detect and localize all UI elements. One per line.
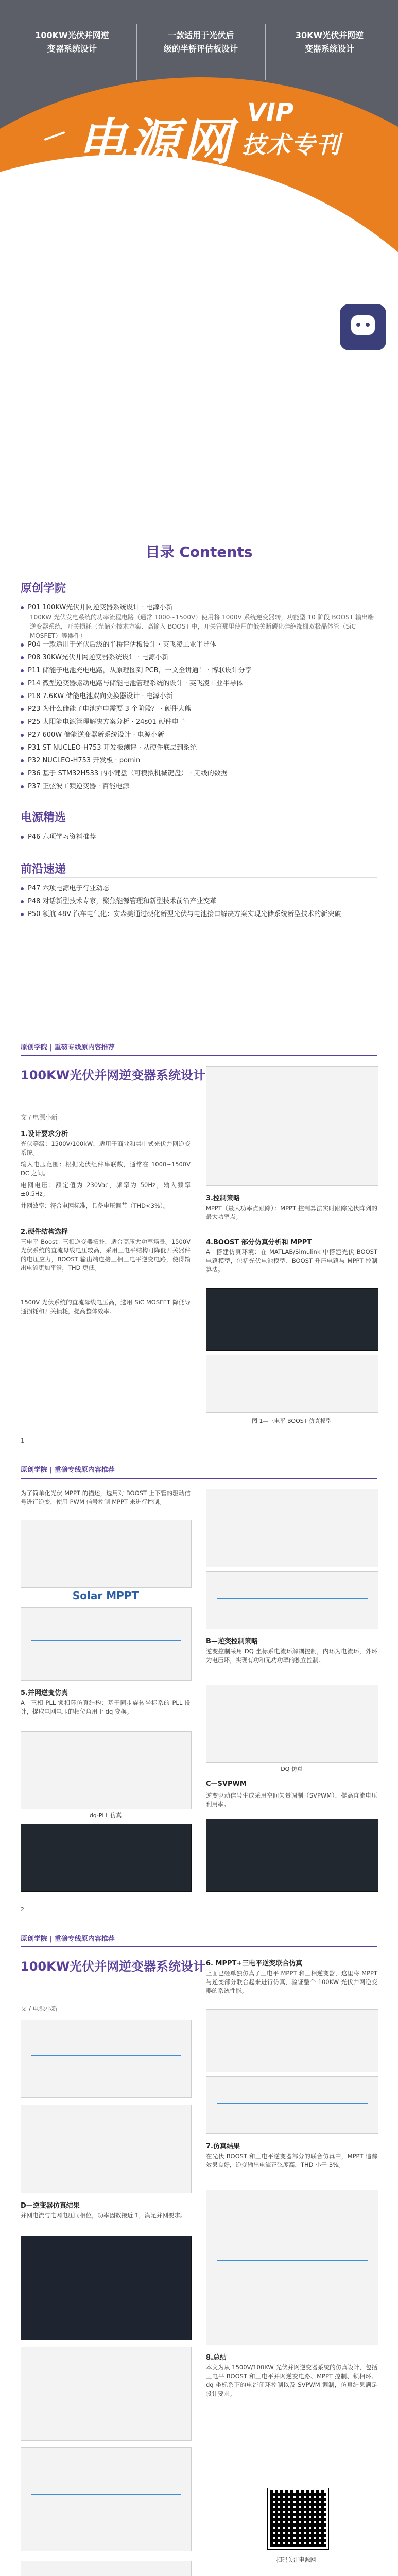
toc-item[interactable] xyxy=(21,730,377,740)
bullet-icon xyxy=(21,785,24,788)
pll-diagram xyxy=(21,1731,192,1809)
toc-item[interactable] xyxy=(21,666,377,675)
toc-item[interactable] xyxy=(21,832,377,842)
circuit-diagram xyxy=(206,1066,378,1186)
toc-item[interactable] xyxy=(21,909,377,919)
toc-item-text: P36 基于 STM32H533 的小键盘（可模拟机械键盘） · 无线的数据 xyxy=(28,770,228,777)
figure-caption: DQ 仿真 xyxy=(281,1766,303,1772)
cover-topic-3: 30KW光伏并网逆 变器系统设计 xyxy=(295,30,364,54)
bullet-icon xyxy=(21,913,24,916)
toc-item-text: P46 六项学习资料推荐 xyxy=(28,833,96,841)
robot-eye-right xyxy=(366,323,370,327)
heading: 1.设计要求分析 xyxy=(21,1130,68,1138)
cover-tagline: 新能源与光储充技术 xyxy=(178,335,307,350)
heading: 4.BOOST 部分仿真分析和 MPPT xyxy=(206,1239,312,1246)
bullet-icon xyxy=(21,695,24,698)
toc-item[interactable] xyxy=(21,603,377,640)
toc-item-text: P32 NUCLEO-H753 开发板 · pomin xyxy=(28,757,141,765)
cover-topic-2: 一款适用于光伏后 级的半桥评估板设计 xyxy=(163,30,238,54)
heading: B—逆变控制策略 xyxy=(206,1638,258,1646)
article1b-header xyxy=(0,1458,398,1481)
heading: 2.硬件结构选择 xyxy=(21,1228,68,1236)
contents-section-2-title: 电源精选 xyxy=(21,811,66,824)
toc-item-text: P27 600W 储能逆变器新系统设计 · 电源小新 xyxy=(28,731,164,739)
heading: 5.并网逆变仿真 xyxy=(21,1689,68,1697)
heading: 8.总结 xyxy=(206,2354,227,2362)
toc-item[interactable] xyxy=(21,896,377,906)
toc-item[interactable] xyxy=(21,640,377,650)
toc-item-text: P23 为什么储能子电池充电需要 3 个阶段？ · 硬件大熊 xyxy=(28,705,192,713)
figure-caption: 图 1—三电平 BOOST 仿真模型 xyxy=(252,1418,332,1425)
page-number: 2 xyxy=(21,1906,24,1913)
article2-header xyxy=(0,1927,398,1950)
contents xyxy=(0,520,398,1036)
paragraph: 逆变控制采用 DQ 坐标系电流环解耦控制，内环为电流环，外环为电压环，实现有功和无功功率的独立控制。 xyxy=(206,1648,377,1664)
section-label: 原创学院 | 重磅专线原内容推荐 xyxy=(21,1466,115,1474)
qr-label: 扫码关注电源网 xyxy=(276,2556,316,2563)
heading: 3.控制策略 xyxy=(206,1195,240,1202)
toc-item[interactable] xyxy=(21,756,377,766)
toc-item[interactable] xyxy=(21,653,377,663)
toc-item[interactable] xyxy=(21,717,377,727)
bullet-icon xyxy=(21,682,24,685)
cover-vip: VIP xyxy=(247,98,294,127)
robot-face xyxy=(351,315,375,335)
waveform-chart xyxy=(206,1571,378,1629)
toc-item-text: P48 对话新型技术专家，聚焦能源管理和新型技术前沿产业变革 xyxy=(28,897,217,905)
dq-diagram xyxy=(206,1685,378,1763)
bullet-icon xyxy=(21,747,24,750)
cover-issue: 6月刊 xyxy=(288,299,325,315)
toc-item[interactable] xyxy=(21,884,377,893)
robot-eye-left xyxy=(356,323,360,327)
paragraph: 光伏等级：1500V/100kW，适用于商业和集中式光伏并网逆变系统。 xyxy=(21,1140,191,1156)
system-diagram xyxy=(21,2105,192,2193)
heading: 7.仿真结果 xyxy=(206,2143,240,2150)
bullet-icon xyxy=(21,721,24,724)
simulation-screenshot xyxy=(21,2236,192,2340)
contents-title: 目录 Contents xyxy=(145,544,253,561)
toc-item-text: P50 领航 48V 汽车电气化：安森美通过硬化新型光伏与电池接口解决方案实现光储系统新型技术的新突破 xyxy=(28,910,341,918)
article-author: 文 / 电源小新 xyxy=(21,1114,58,1121)
heading: D—逆变器仿真结果 xyxy=(21,2202,80,2210)
cover-divider-1 xyxy=(136,24,137,80)
bullet-icon xyxy=(21,734,24,737)
paragraph: 在光伏 BOOST 和三电平逆变器部分的联合仿真中，MPPT 追踪效果良好，逆变输出电流正弦度高，THD 小于 3%。 xyxy=(206,2153,377,2168)
article-title: 100KW光伏并网逆变器系统设计 xyxy=(21,1959,206,1974)
toc-item[interactable] xyxy=(21,679,377,688)
paragraph: 并网电流与电网电压同相位，功率因数接近 1，满足并网要求。 xyxy=(21,2212,186,2219)
contents-section-3-line xyxy=(21,877,377,878)
article-author: 文 / 电源小新 xyxy=(21,2005,58,2012)
waveform-chart xyxy=(21,2561,192,2576)
paragraph: 逆变驱动信号生成采用空间矢量调制（SVPWM），提高直流电压利用率。 xyxy=(206,1792,377,1808)
toc-item-text: P08 30KW光伏并网逆变器系统设计 · 电源小新 xyxy=(28,654,169,662)
waveform-chart xyxy=(21,1607,192,1681)
toc-item[interactable] xyxy=(21,743,377,753)
code-screenshot xyxy=(21,1824,192,1892)
waveform-chart xyxy=(206,2076,378,2134)
paragraph: A—搭建仿真环境：在 MATLAB/Simulink 中搭建光伏 BOOST 电路模型，包括光伏电池模型、BOOST 升压电路与 MPPT 控制算法。 xyxy=(206,1248,377,1273)
paragraph: 电网电压：额定值为 230Vac，频率为 50Hz，输入频率 ±0.5Hz。 xyxy=(21,1181,191,1197)
cover xyxy=(0,0,398,520)
paragraph: 为了简单化光伏 MPPT 的描述，选用对 BOOST 上下管的驱动信号进行逆变，使用 PWM 信号控制 MPPT 来进行控制。 xyxy=(21,1489,191,1505)
paragraph: 1500V 光伏系统的直流母线电压高，选用 SiC MOSFET 降低导通损耗和开关损耗，提高整体效率。 xyxy=(21,1299,191,1315)
waveform-line xyxy=(217,2260,368,2261)
toc-item[interactable] xyxy=(21,782,377,791)
simulation-screenshot xyxy=(206,1489,378,1567)
bullet-icon xyxy=(21,606,24,609)
qr-code[interactable] xyxy=(268,2488,328,2549)
toc-item-text: P25 太阳能电源管理解决方案分析 · 24s01 硬件电子 xyxy=(28,718,185,726)
paragraph: 本文为从 1500V/100KW 光伏并网逆变器系统的仿真设计，包括三电平 BOOST 和三电平并网逆变电路、MPPT 控制、锁相环、dq 坐标系下的电流闭环控制以及 SVPWM 调制，仿真结果满足设计要求。 xyxy=(206,2364,377,2397)
contents-section-3-title: 前沿速递 xyxy=(21,863,66,876)
heading: 6. MPPT+三电平逆变联合仿真 xyxy=(206,1960,303,1968)
toc-item-desc: 100KW 光伏发电系统的功率流程电路（通常 1000~1500V）使用将 1000V 系统逆变器转，功能型 10 阶段 BOOST 输出端逆变器系统，开关损耗（光储充技术方案、高输入 BOOST 中，开关管那里使用的低关断碳化硅绝缘栅双极晶体管（SiC MOSFET）等器件） xyxy=(30,614,374,639)
toc-item-text: P37 正弦波工频逆变器 · 百能电源 xyxy=(28,783,129,790)
paragraph: 输入电压范围：根据光伏组件串联数，通常在 1000~1500V DC 之间。 xyxy=(21,1161,191,1177)
waveform-chart xyxy=(21,2447,192,2551)
toc-item[interactable] xyxy=(21,704,377,714)
toc-item-text: P01 100KW光伏并网逆变器系统设计 · 电源小新 xyxy=(28,604,173,612)
waveform-chart xyxy=(21,2020,192,2098)
paragraph: A—三相 PLL 锁相环仿真结构：基于同步旋转坐标系的 PLL 设计，提取电网电压的相位角用于 dq 变换。 xyxy=(21,1699,191,1715)
paragraph: MPPT（最大功率点跟踪）：MPPT 控制算法实时跟踪光伏阵列的最大功率点。 xyxy=(206,1205,377,1221)
section-label: 原创学院 | 重磅专线原内容推荐 xyxy=(21,1935,115,1943)
waveform-line xyxy=(31,1640,181,1641)
toc-item[interactable] xyxy=(21,691,377,701)
toc-item-text: P04 一款适用于光伏后级的半桥评估板设计 · 英飞凌工业半导体 xyxy=(28,641,216,649)
simulation-model xyxy=(206,2009,378,2072)
bullet-icon xyxy=(21,887,24,890)
bullet-icon xyxy=(21,643,24,647)
block-diagram xyxy=(21,2347,192,2441)
bullet-icon xyxy=(21,759,24,762)
waveform-chart xyxy=(206,2190,378,2345)
section-bar xyxy=(21,1946,377,1947)
toc-item[interactable] xyxy=(21,769,377,778)
paragraph: 三电平 Boost+三相逆变器拓扑，适合高压大功率场景。1500V 光伏系统的直流母线电压较高，采用三电平结构可降低开关器件的电压应力，BOOST 输出端连接三相三电平逆变电路，使得输出电流更加平滑，THD 更低。 xyxy=(21,1238,191,1272)
toc-item-text: P47 六项电源电子行业动态 xyxy=(28,885,110,892)
contents-section-1-title: 原创学院 xyxy=(21,582,66,595)
bullet-icon xyxy=(21,669,24,672)
code-screenshot xyxy=(206,1288,378,1351)
cover-subtitle: 技术专刊 xyxy=(242,131,341,159)
mppt-diagram xyxy=(21,1520,192,1588)
cover-topic-1: 100KW光伏并网逆 变器系统设计 xyxy=(35,30,109,54)
section-bar xyxy=(21,1055,377,1056)
bullet-icon xyxy=(21,900,24,903)
bullet-icon xyxy=(21,708,24,711)
cover-divider-2 xyxy=(265,24,266,80)
toc-item-text: P11 储能子电池充电电路，从原理图到 PCB，一文全讲通！ · 博联设计分享 xyxy=(28,667,252,674)
cover-title: 电源网 xyxy=(77,113,235,171)
robot-mascot-icon xyxy=(340,304,386,350)
toc-item-text: P31 ST NUCLEO-H753 开发板测评 · 从硬件底层到系统 xyxy=(28,744,197,752)
paragraph: 并网效率：符合电网标准，具备电压调节（THD<3%）。 xyxy=(21,1202,169,1209)
bullet-icon xyxy=(21,836,24,839)
article1-header xyxy=(0,1036,398,1058)
heading: C—SVPWM xyxy=(206,1780,247,1788)
section-bar xyxy=(21,1478,377,1479)
waveform-line xyxy=(217,1598,368,1599)
figure-caption: dq-PLL 仿真 xyxy=(89,1812,122,1819)
waveform-line xyxy=(31,2494,181,2495)
paragraph: 上面已经单独仿真了三电平 MPPT 和三相逆变器，这里将 MPPT 与逆变部分联合起来进行仿真，验证整个 100KW 光伏并网逆变器的系统性能。 xyxy=(206,1970,377,1994)
code-screenshot xyxy=(206,1819,378,1892)
article-title: 100KW光伏并网逆变器系统设计 xyxy=(21,1068,206,1082)
waveform-line xyxy=(217,2103,368,2104)
waveform-line xyxy=(31,2055,181,2056)
bullet-icon xyxy=(21,656,24,659)
simulation-model xyxy=(206,1355,378,1413)
toc-item-text: P18 7.6KW 储能电池双向变换器设计 · 电源小新 xyxy=(28,692,173,700)
toc-item-text: P14 微型逆变器驱动电路与储能电池管理系统的设计 · 英飞凌工业半导体 xyxy=(28,680,243,687)
section-label: 原创学院 | 重磅专线原内容推荐 xyxy=(21,1044,115,1052)
bullet-icon xyxy=(21,772,24,775)
figure-caption: Solar MPPT xyxy=(72,1589,139,1602)
page-number: 1 xyxy=(21,1437,24,1444)
